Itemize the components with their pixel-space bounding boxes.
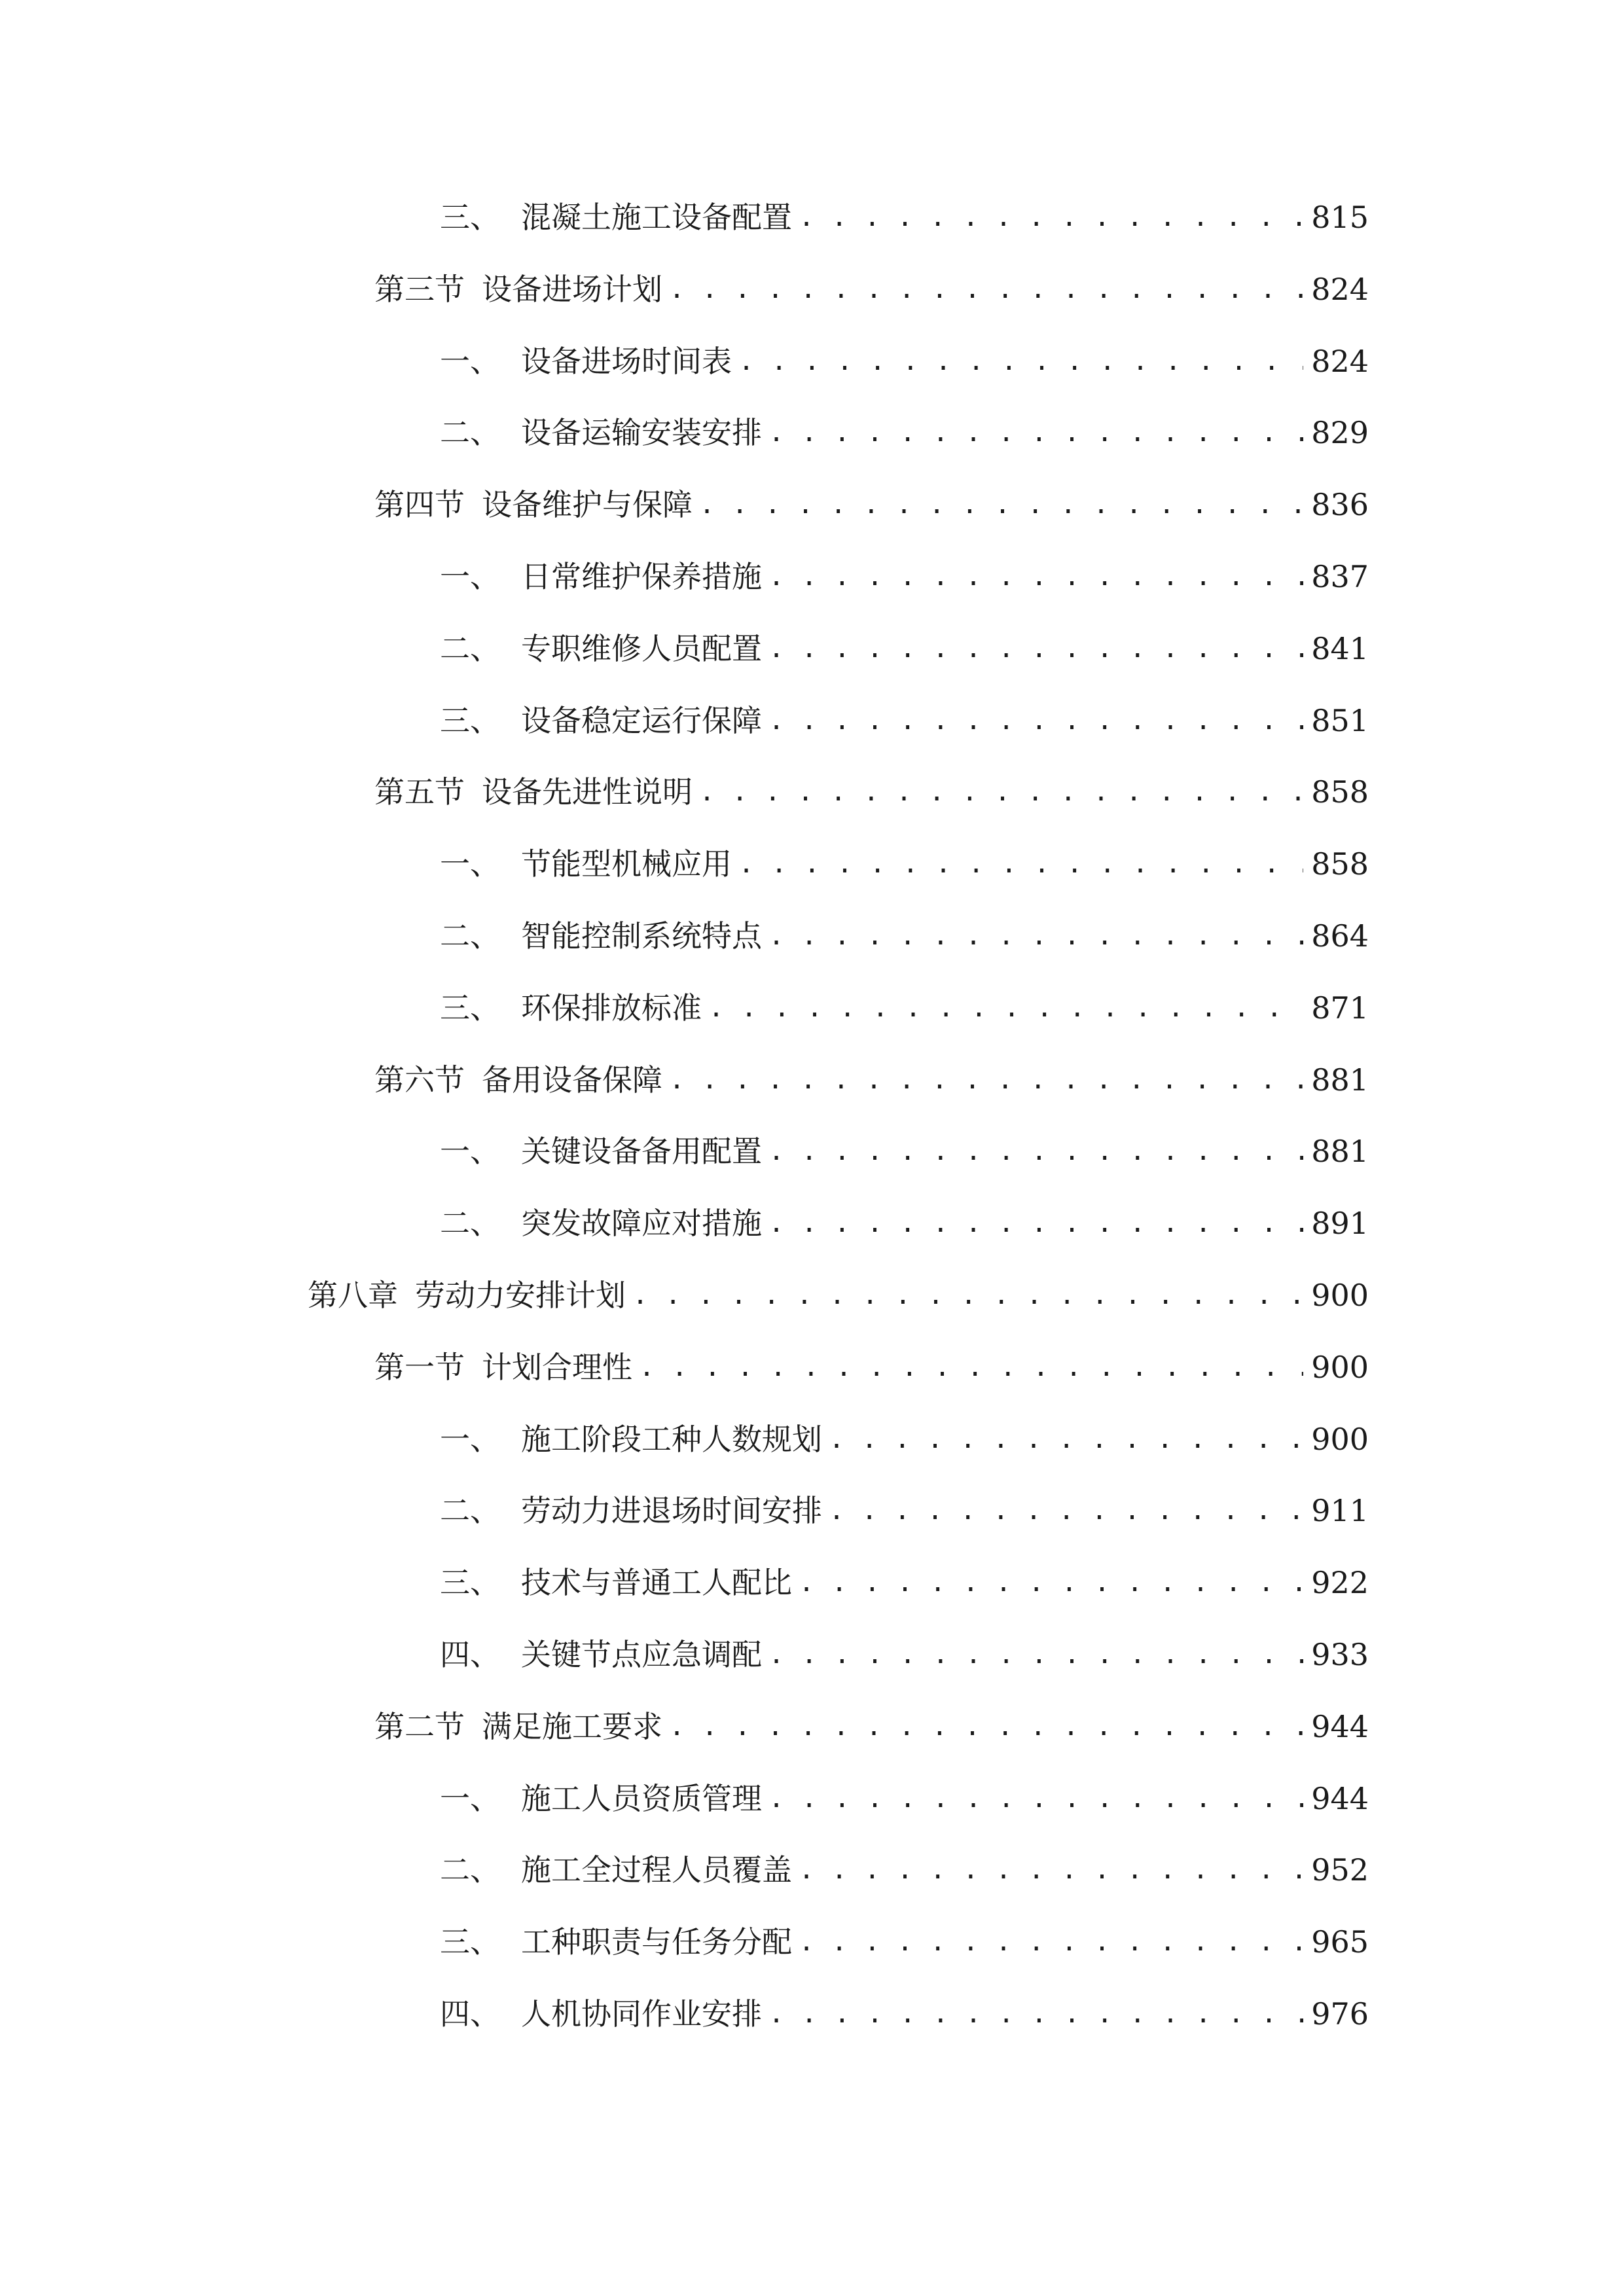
toc-entry[interactable] (308, 1269, 1369, 1321)
toc-entry-page-number: 836 (1311, 487, 1369, 522)
toc-entry[interactable] (374, 1341, 1369, 1393)
toc-entry-title: 人机协同作业安排 (521, 1996, 762, 2032)
toc-dot-leader (829, 1484, 1303, 1537)
toc-entry-title: 关键节点应急调配 (521, 1637, 762, 1672)
toc-entry-page-number: 881 (1311, 1062, 1369, 1098)
toc-dot-leader (639, 1341, 1303, 1393)
toc-entry-page-number: 881 (1311, 1134, 1369, 1169)
toc-entry-title: 满足施工要求 (482, 1709, 662, 1744)
toc-entry-number: 四、 (440, 1637, 500, 1672)
toc-entry-page-number: 922 (1311, 1565, 1369, 1600)
toc-entry-number: 第三节 (374, 272, 465, 307)
toc-dot-leader (669, 1700, 1303, 1753)
toc-dot-leader (632, 1269, 1303, 1321)
toc-entry-title: 工种职责与任务分配 (521, 1924, 792, 1960)
toc-entry[interactable] (374, 478, 1369, 531)
toc-entry-title: 施工阶段工种人数规划 (521, 1422, 822, 1457)
toc-entry-title: 环保排放标准 (521, 990, 702, 1026)
toc-entry[interactable] (374, 1700, 1369, 1753)
toc-entry-page-number: 900 (1311, 1278, 1369, 1313)
toc-entry-title: 关键设备备用配置 (521, 1134, 762, 1169)
toc-dot-leader (699, 766, 1303, 818)
toc-entry-title: 备用设备保障 (482, 1062, 662, 1098)
toc-entry-page-number: 824 (1311, 272, 1369, 307)
toc-entry-title: 计划合理性 (482, 1350, 632, 1385)
toc-entry-page-number: 824 (1311, 344, 1369, 379)
toc-entry[interactable] (440, 1556, 1369, 1609)
toc-dot-leader (768, 694, 1303, 747)
toc-entry-page-number: 900 (1311, 1350, 1369, 1385)
toc-entry-title: 设备进场计划 (482, 272, 662, 307)
toc-entry-number: 三、 (440, 990, 500, 1026)
toc-dot-leader (799, 1556, 1303, 1609)
toc-dot-leader (669, 1054, 1303, 1106)
toc-entry[interactable] (440, 1916, 1369, 1968)
toc-entry-title: 设备进场时间表 (521, 344, 732, 379)
toc-dot-leader (768, 910, 1303, 962)
toc-entry-title: 施工全过程人员覆盖 (521, 1852, 792, 1888)
toc-entry-page-number: 933 (1311, 1637, 1369, 1672)
toc-entry[interactable] (440, 191, 1369, 243)
toc-entry-number: 第二节 (374, 1709, 465, 1744)
toc-dot-leader (699, 478, 1303, 531)
toc-entry-page-number: 858 (1311, 846, 1369, 882)
toc-entry-title: 技术与普通工人配比 (521, 1565, 792, 1600)
toc-dot-leader (708, 982, 1303, 1034)
toc-dot-leader (799, 191, 1303, 243)
toc-entry-number: 三、 (440, 1565, 500, 1600)
toc-entry-number: 第六节 (374, 1062, 465, 1098)
toc-entry[interactable] (440, 1413, 1369, 1465)
toc-dot-leader (768, 1197, 1303, 1249)
toc-entry-number: 三、 (440, 200, 500, 235)
toc-entry[interactable] (440, 1772, 1369, 1825)
toc-entry-title: 劳动力进退场时间安排 (521, 1493, 822, 1528)
toc-entry[interactable] (440, 1125, 1369, 1177)
toc-entry[interactable] (440, 622, 1369, 675)
toc-entry-title: 智能控制系统特点 (521, 918, 762, 954)
toc-entry-title: 设备先进性说明 (482, 774, 693, 810)
toc-dot-leader (768, 1628, 1303, 1681)
toc-entry-title: 专职维修人员配置 (521, 631, 762, 666)
toc-entry[interactable] (440, 1988, 1369, 2040)
toc-dot-leader (768, 1772, 1303, 1825)
toc-entry-page-number: 976 (1311, 1996, 1369, 2032)
toc-entry-number: 一、 (440, 344, 500, 379)
toc-entry-page-number: 864 (1311, 918, 1369, 954)
toc-entry-page-number: 851 (1311, 703, 1369, 738)
toc-entry-number: 一、 (440, 559, 500, 594)
toc-entry-page-number: 871 (1311, 990, 1369, 1026)
toc-entry-number: 第五节 (374, 774, 465, 810)
toc-dot-leader (738, 838, 1303, 890)
toc-dot-leader (768, 622, 1303, 675)
toc-entry-number: 一、 (440, 846, 500, 882)
toc-entry-page-number: 944 (1311, 1781, 1369, 1816)
toc-entry-page-number: 829 (1311, 415, 1369, 450)
toc-entry-page-number: 891 (1311, 1206, 1369, 1241)
toc-entry-number: 二、 (440, 1493, 500, 1528)
toc-entry-title: 施工人员资质管理 (521, 1781, 762, 1816)
toc-entry-page-number: 858 (1311, 774, 1369, 810)
toc-dot-leader (799, 1844, 1303, 1896)
toc-entry[interactable] (440, 335, 1369, 387)
toc-entry-number: 一、 (440, 1781, 500, 1816)
toc-entry-number: 三、 (440, 1924, 500, 1960)
toc-entry-title: 劳动力安排计划 (415, 1278, 626, 1313)
toc-entry-page-number: 944 (1311, 1709, 1369, 1744)
toc-dot-leader (768, 406, 1303, 459)
toc-entry-page-number: 911 (1311, 1493, 1369, 1528)
toc-entry-number: 二、 (440, 631, 500, 666)
toc-entry-number: 一、 (440, 1422, 500, 1457)
toc-entry-title: 设备运输安装安排 (521, 415, 762, 450)
toc-entry-number: 二、 (440, 918, 500, 954)
toc-entry-title: 突发故障应对措施 (521, 1206, 762, 1241)
toc-entry[interactable] (374, 766, 1369, 818)
toc-entry[interactable] (440, 1484, 1369, 1537)
toc-dot-leader (768, 550, 1303, 603)
toc-entry-number: 三、 (440, 703, 500, 738)
toc-entry-number: 第四节 (374, 487, 465, 522)
toc-entry-number: 一、 (440, 1134, 500, 1169)
toc-entry[interactable] (440, 694, 1369, 747)
toc-entry[interactable] (374, 1054, 1369, 1106)
toc-entry-number: 第一节 (374, 1350, 465, 1385)
toc-entry-title: 设备稳定运行保障 (521, 703, 762, 738)
toc-entry-number: 二、 (440, 1852, 500, 1888)
toc-entry-number: 第八章 (308, 1278, 398, 1313)
toc-entry-page-number: 900 (1311, 1422, 1369, 1457)
toc-dot-leader (768, 1125, 1303, 1177)
toc-entry[interactable] (440, 550, 1369, 603)
toc-dot-leader (669, 263, 1303, 315)
toc-entry-title: 设备维护与保障 (482, 487, 693, 522)
toc-entry[interactable] (440, 838, 1369, 890)
toc-entry[interactable] (440, 982, 1369, 1034)
toc-dot-leader (738, 335, 1303, 387)
toc-dot-leader (768, 1988, 1303, 2040)
toc-dot-leader (829, 1413, 1303, 1465)
toc-entry-page-number: 837 (1311, 559, 1369, 594)
toc-entry[interactable] (440, 910, 1369, 962)
toc-entry-page-number: 841 (1311, 631, 1369, 666)
toc-entry-number: 四、 (440, 1996, 500, 2032)
toc-entry[interactable] (440, 1844, 1369, 1896)
toc-entry-page-number: 952 (1311, 1852, 1369, 1888)
toc-entry-page-number: 815 (1311, 200, 1369, 235)
toc-dot-leader (799, 1916, 1303, 1968)
toc-entry[interactable] (440, 406, 1369, 459)
toc-entry-title: 日常维护保养措施 (521, 559, 762, 594)
toc-entry-number: 二、 (440, 1206, 500, 1241)
toc-entry[interactable] (440, 1628, 1369, 1681)
toc-entry[interactable] (440, 1197, 1369, 1249)
toc-entry-title: 混凝土施工设备配置 (521, 200, 792, 235)
toc-entry-title: 节能型机械应用 (521, 846, 732, 882)
toc-entry-number: 二、 (440, 415, 500, 450)
toc-entry[interactable] (374, 263, 1369, 315)
toc-entry-page-number: 965 (1311, 1924, 1369, 1960)
